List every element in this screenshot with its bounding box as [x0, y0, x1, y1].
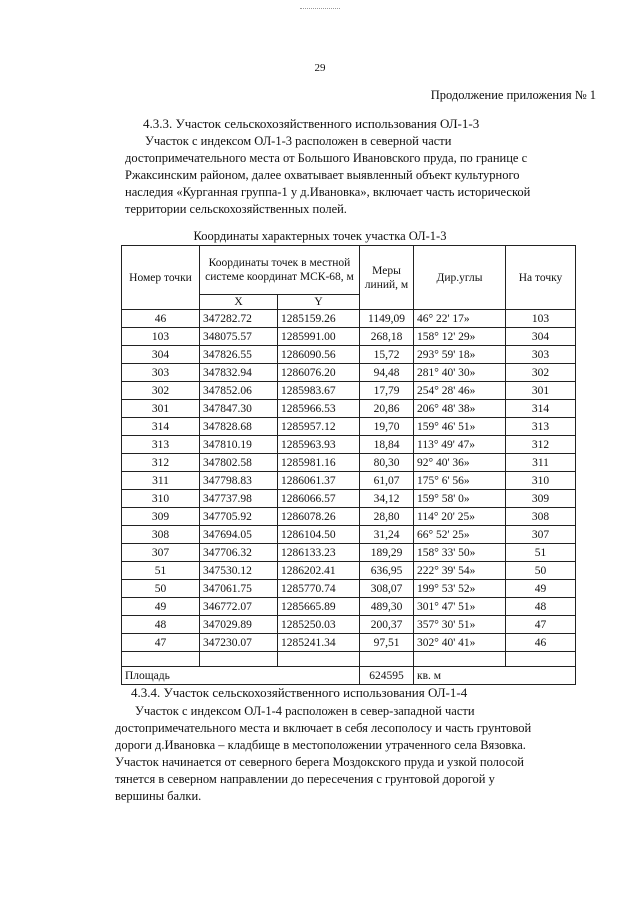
cell-bearing: 293° 59' 18» [414, 346, 506, 364]
cell-point: 301 [122, 400, 200, 418]
cell-x: 347847.30 [200, 400, 278, 418]
cell-to-point: 302 [506, 364, 576, 382]
area-value: 624595 [360, 667, 414, 685]
cell-length: 189,29 [360, 544, 414, 562]
table-row [122, 418, 576, 436]
cell-bearing: 199° 53' 52» [414, 580, 506, 598]
cell-length: 1149,09 [360, 310, 414, 328]
paragraph-line: дороги д.Ивановка – кладбище в местоположении утраченного села Вязовка. [115, 738, 526, 752]
table-row [122, 562, 576, 580]
paragraph-line: Ржаксинским районом, далее охватывает выявленный объект культурного [125, 168, 520, 182]
cell-bearing: 175° 6' 56» [414, 472, 506, 490]
cell-to-point: 304 [506, 328, 576, 346]
section-heading-433: 4.3.3. Участок сельскохозяйственного использования ОЛ-1-3 [143, 116, 480, 131]
cell-length: 20,86 [360, 400, 414, 418]
table-row [122, 526, 576, 544]
cell-y: 1286066.57 [278, 490, 360, 508]
cell-length: 28,80 [360, 508, 414, 526]
cell-length: 636,95 [360, 562, 414, 580]
cell-to-point: 50 [506, 562, 576, 580]
section-heading-434: 4.3.4. Участок сельскохозяйственного использования ОЛ-1-4 [131, 685, 468, 700]
table-empty-row [122, 652, 576, 667]
cell-length: 489,30 [360, 598, 414, 616]
cell-to-point: 311 [506, 454, 576, 472]
cell-y: 1286133.23 [278, 544, 360, 562]
cell-bearing: 302° 40' 41» [414, 634, 506, 652]
paragraph-line: вершины балки. [115, 789, 202, 803]
cell-bearing: 92° 40' 36» [414, 454, 506, 472]
cell-point: 308 [122, 526, 200, 544]
table-row [122, 472, 576, 490]
paragraph-line: Участок с индексом ОЛ-1-4 расположен в север-западной части [135, 704, 475, 718]
cell-point: 103 [122, 328, 200, 346]
cell-x: 347694.05 [200, 526, 278, 544]
cell-length: 80,30 [360, 454, 414, 472]
table-row [122, 382, 576, 400]
section-paragraph-434 [115, 703, 600, 805]
page-number: 29 [314, 62, 326, 74]
cell-point: 49 [122, 598, 200, 616]
cell-bearing: 301° 47' 51» [414, 598, 506, 616]
cell-point: 47 [122, 634, 200, 652]
cell-length: 94,48 [360, 364, 414, 382]
cell-to-point: 309 [506, 490, 576, 508]
cell-point: 51 [122, 562, 200, 580]
table-body [122, 310, 576, 652]
cell-x: 348075.57 [200, 328, 278, 346]
cell-x: 347826.55 [200, 346, 278, 364]
cell-length: 61,07 [360, 472, 414, 490]
section-paragraph-433 [125, 133, 600, 218]
table-row [122, 580, 576, 598]
annex-title: Продолжение приложения № 1 [430, 88, 596, 102]
cell-y: 1286104.50 [278, 526, 360, 544]
table-row [122, 310, 576, 328]
cell-y: 1286076.20 [278, 364, 360, 382]
cell-y: 1285665.89 [278, 598, 360, 616]
table-row [122, 544, 576, 562]
cell-bearing: 222° 39' 54» [414, 562, 506, 580]
cell-y: 1286078.26 [278, 508, 360, 526]
cell-point: 303 [122, 364, 200, 382]
cell-bearing: 159° 46' 51» [414, 418, 506, 436]
cell-x: 347530.12 [200, 562, 278, 580]
cell-y: 1285241.34 [278, 634, 360, 652]
cell-to-point: 49 [506, 580, 576, 598]
cell-y: 1285963.93 [278, 436, 360, 454]
header-y: Y [278, 295, 360, 310]
cell-y: 1285250.03 [278, 616, 360, 634]
cell-point: 307 [122, 544, 200, 562]
table-row [122, 400, 576, 418]
cell-x: 346772.07 [200, 598, 278, 616]
cell-to-point: 314 [506, 400, 576, 418]
table-caption: Координаты характерных точек участка ОЛ-1-3 [193, 229, 447, 243]
coordinates-table [121, 245, 576, 685]
cell-point: 50 [122, 580, 200, 598]
paragraph-line: достопримечательного места и включает в себя лесополосу и часть грунтовой [115, 721, 532, 735]
table-row [122, 616, 576, 634]
table-row [122, 634, 576, 652]
cell-x: 347706.32 [200, 544, 278, 562]
paragraph-line: наследия «Курганная группа-1 у д.Ивановка», включает часть исторической [125, 185, 531, 199]
cell-bearing: 254° 28' 46» [414, 382, 506, 400]
area-row [122, 667, 576, 685]
area-unit: кв. м [414, 667, 576, 685]
cell-point: 313 [122, 436, 200, 454]
area-label: Площадь [122, 667, 360, 685]
table-row [122, 490, 576, 508]
cell-y: 1285983.67 [278, 382, 360, 400]
header-line-length: Меры линий, м [360, 246, 414, 310]
cell-point: 302 [122, 382, 200, 400]
cell-length: 17,79 [360, 382, 414, 400]
cell-point: 48 [122, 616, 200, 634]
cell-y: 1285957.12 [278, 418, 360, 436]
cell-to-point: 303 [506, 346, 576, 364]
paragraph-line: Участок с индексом ОЛ-1-3 расположен в северной части [145, 134, 452, 148]
cell-to-point: 51 [506, 544, 576, 562]
cell-x: 347798.83 [200, 472, 278, 490]
cell-y: 1285981.16 [278, 454, 360, 472]
cell-to-point: 307 [506, 526, 576, 544]
table-row [122, 328, 576, 346]
cell-bearing: 206° 48' 38» [414, 400, 506, 418]
cell-to-point: 313 [506, 418, 576, 436]
cell-x: 347737.98 [200, 490, 278, 508]
cell-x: 347852.06 [200, 382, 278, 400]
cell-to-point: 48 [506, 598, 576, 616]
table-row [122, 346, 576, 364]
cell-to-point: 308 [506, 508, 576, 526]
cell-x: 347282.72 [200, 310, 278, 328]
paragraph-line: территории сельскохозяйственных полей. [125, 202, 347, 216]
cell-length: 15,72 [360, 346, 414, 364]
cell-bearing: 113° 49' 47» [414, 436, 506, 454]
cell-x: 347029.89 [200, 616, 278, 634]
cell-to-point: 301 [506, 382, 576, 400]
cell-bearing: 357° 30' 51» [414, 616, 506, 634]
cell-bearing: 114° 20' 25» [414, 508, 506, 526]
cell-x: 347828.68 [200, 418, 278, 436]
header-point-number: Номер точки [122, 246, 200, 310]
paragraph-line: достопримечательного места от Большого Ивановского пруда, по границе с [125, 151, 528, 165]
cell-to-point: 46 [506, 634, 576, 652]
cell-x: 347230.07 [200, 634, 278, 652]
table-row [122, 454, 576, 472]
cell-point: 311 [122, 472, 200, 490]
scan-artifact [300, 8, 340, 11]
cell-length: 31,24 [360, 526, 414, 544]
cell-bearing: 46° 22' 17» [414, 310, 506, 328]
cell-length: 200,37 [360, 616, 414, 634]
header-coordinates: Координаты точек в местной системе координат МСК-68, м [200, 246, 360, 295]
cell-bearing: 158° 33' 50» [414, 544, 506, 562]
cell-point: 314 [122, 418, 200, 436]
table-row [122, 598, 576, 616]
cell-x: 347802.58 [200, 454, 278, 472]
cell-to-point: 47 [506, 616, 576, 634]
cell-length: 18,84 [360, 436, 414, 454]
cell-bearing: 281° 40' 30» [414, 364, 506, 382]
cell-bearing: 158° 12' 29» [414, 328, 506, 346]
cell-y: 1285770.74 [278, 580, 360, 598]
table-row [122, 508, 576, 526]
cell-length: 308,07 [360, 580, 414, 598]
cell-x: 347832.94 [200, 364, 278, 382]
cell-y: 1285159.26 [278, 310, 360, 328]
paragraph-line: Участок начинается от северного берега Моздокского пруда и узкой полосой [115, 755, 524, 769]
cell-length: 268,18 [360, 328, 414, 346]
cell-length: 34,12 [360, 490, 414, 508]
cell-point: 304 [122, 346, 200, 364]
cell-to-point: 310 [506, 472, 576, 490]
cell-point: 310 [122, 490, 200, 508]
header-x: X [200, 295, 278, 310]
cell-y: 1285966.53 [278, 400, 360, 418]
cell-to-point: 312 [506, 436, 576, 454]
table-row [122, 436, 576, 454]
cell-x: 347705.92 [200, 508, 278, 526]
cell-point: 312 [122, 454, 200, 472]
cell-y: 1286090.56 [278, 346, 360, 364]
cell-y: 1285991.00 [278, 328, 360, 346]
header-bearing: Дир.углы [414, 246, 506, 310]
cell-y: 1286061.37 [278, 472, 360, 490]
cell-to-point: 103 [506, 310, 576, 328]
cell-point: 309 [122, 508, 200, 526]
cell-bearing: 159° 58' 0» [414, 490, 506, 508]
cell-y: 1286202.41 [278, 562, 360, 580]
header-to-point: На точку [506, 246, 576, 310]
table-row [122, 364, 576, 382]
cell-bearing: 66° 52' 25» [414, 526, 506, 544]
cell-length: 97,51 [360, 634, 414, 652]
cell-x: 347810.19 [200, 436, 278, 454]
paragraph-line: тянется в северном направлении до пересечения с грунтовой дорогой у [115, 772, 495, 786]
cell-point: 46 [122, 310, 200, 328]
cell-length: 19,70 [360, 418, 414, 436]
cell-x: 347061.75 [200, 580, 278, 598]
